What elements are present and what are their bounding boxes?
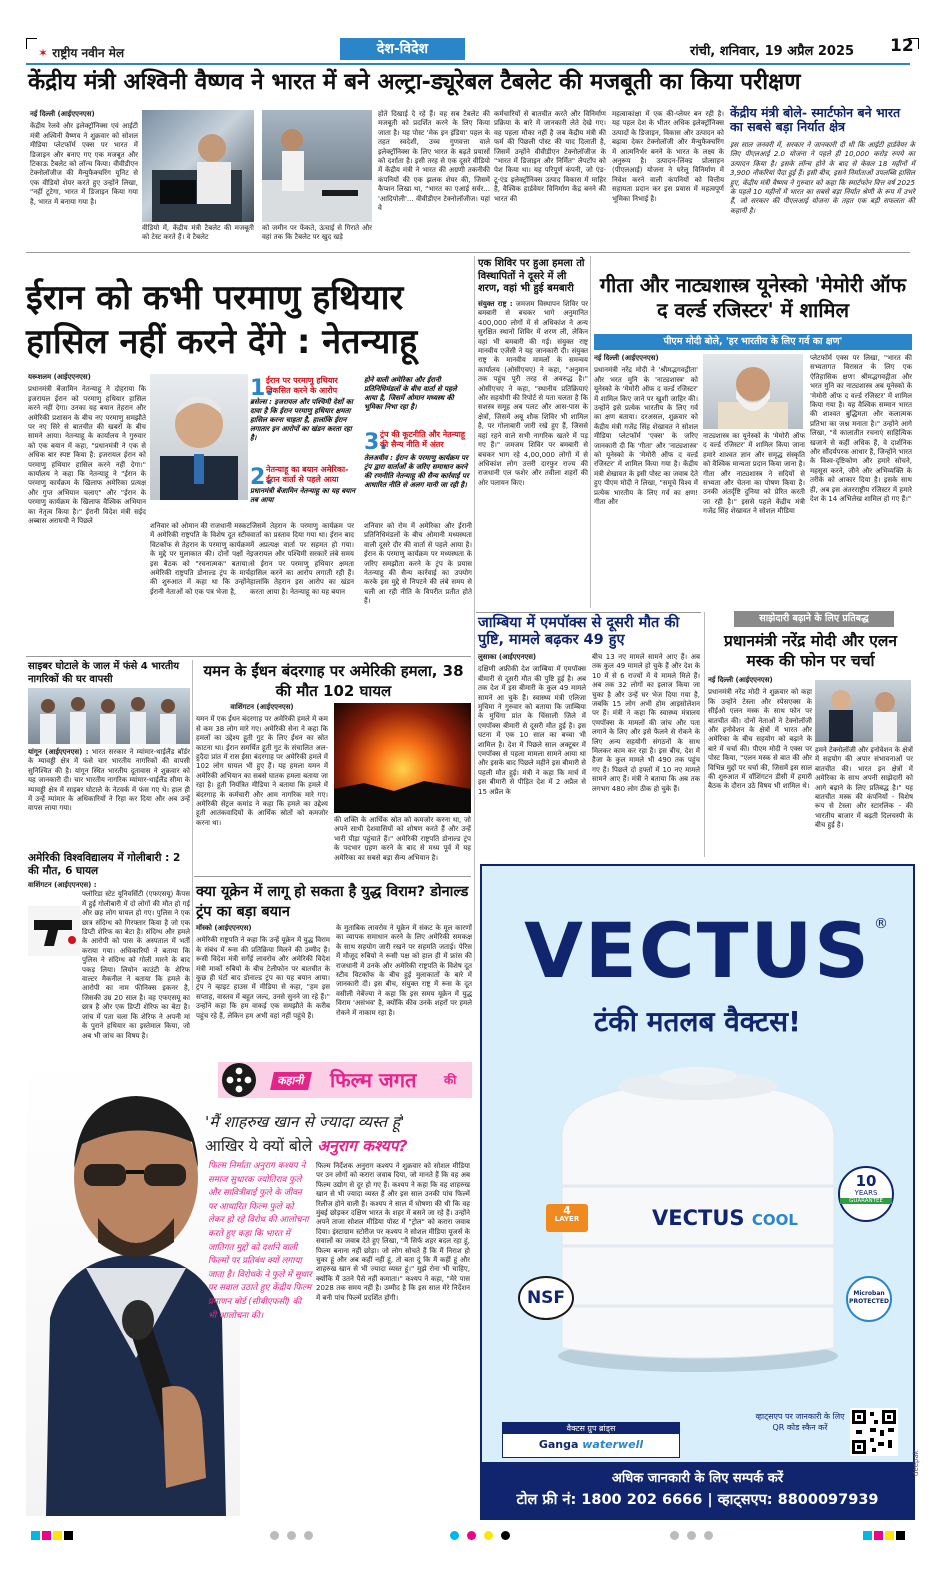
vaishnaw-photo-2 bbox=[262, 110, 372, 222]
cyber-headline: साइबर घोटाले के जाल में फंसे 4 भारतीय नागरिकों की घर वापसी bbox=[28, 661, 180, 685]
dateline: वाशिंगटन (आईएएनएस) : bbox=[28, 881, 97, 889]
yemen-fire-photo bbox=[334, 703, 471, 813]
yemen-headline: यमन के ईंधन बंदरगाह पर अमेरिकी हमला, 38 की मौत 102 घायल bbox=[203, 662, 464, 700]
musk-kicker: साझेदारी बढ़ाने के लिए प्रतिबद्ध bbox=[734, 611, 894, 627]
waterwell-logo: waterwell bbox=[582, 1438, 644, 1451]
sudan-text bbox=[478, 300, 588, 612]
netanyahu-photo bbox=[150, 374, 248, 500]
dateline: नई दिल्ली (आईएएनएस) bbox=[708, 676, 773, 684]
body-text: बीच 13 नए मामले सामने आए हैं। अब तक कुल 49 मामले हो चुके हैं और देश के 10 में से 6 राज्यों में ये मामले मिले हैं। अब तक 32 लोगों का इलाज किया जा चुका है और उन्हें घर भेज दिया गया है, जबकि 15 लोग अभी होम आइसोलेशन पर हैं। मंत्री ने कहा कि स्वास्थ्य मंत्रालय एमपॉक्स के मामलों की जांच और पता लगाने के लिए और इसे फैलने से रोकने के लिए अन्य सहयोगी संगठनों के साथ मिलकर काम कर रहा है। इस बीच, देश में हैजा के कुल मामले भी 490 तक पहुंच गए हैं। पिछले दो हफ्तों में 10 नए मामले सामने आए हैं। मंत्री ने बताया कि अब तक लगभग 480 लोग ठीक हो चुके हैं। bbox=[592, 653, 700, 793]
iran-col3 bbox=[250, 522, 354, 654]
film-quote-line1: 'मैं शाहरुख खान से ज्यादा व्यस्त हूं' bbox=[205, 1113, 405, 1131]
yemen-col2 bbox=[334, 816, 471, 872]
box-number: 1. bbox=[250, 376, 274, 401]
badge-number: 4 bbox=[563, 1204, 571, 1217]
iran-box-top: होने वाली अमेरिका और ईरानी प्रतिनिधिमंडलों के बीच वार्ता से पहले आया है, जिसमें ओमान मध्यस्थ की भूमिका निभा रहा है। bbox=[364, 376, 457, 411]
story-divider bbox=[194, 876, 471, 877]
body-text: प्लेटफॉर्म एक्स पर लिखा, "भारत की सभ्यतागत विरासत के लिए एक ऐतिहासिक क्षण! श्रीमद्भगवद्गीता और भरत मुनि का नाट्यशास्त्र अब यूनेस्को के 'मेमोरी ऑफ द वर्ल्ड रजिस्टर' में शामिल किया गया है। यह वैश्विक सम्मान भारत की शाश्वत बुद्धिमता और कलात्मक प्रतिभा का जश्न मनाता है।" उन्होंने आगे लिखा, "ये कालातीत रचनाएं साहित्यिक खजाने से कहीं अधिक हैं, वे दार्शनिक और सौंदर्यपरक आधार हैं, जिन्होंने भारत के विश्व-दृष्टिकोण और हमारे सोचने, महसूस करने, जीने और अभिव्यक्ति के तरीके को आकार दिया है। इसके साथ ही, अब इस अंतरराष्ट्रीय रजिस्टर में हमारे देश के 14 अभिलेख शामिल हो गए हैं।" bbox=[810, 354, 912, 504]
box-title: ट्रंप की कूटनीति और नेतन्याहू की सैन्य नीति में अंतर bbox=[380, 430, 466, 449]
musk-photo bbox=[815, 680, 911, 742]
musk-headline: प्रधानमंत्री नरेंद्र मोदी और एलन मस्क की फोन पर चर्चा bbox=[724, 632, 897, 670]
box-text: तेलअवीव : ईरान के परमाणु कार्यक्रम पर ट्रंप द्वारा वार्ताओं के जरिए समाधान करने की रणनीति नेतन्याहू की सैन्य कार्रवाई पर आधारित नीति से अलग मानी जा रही है। bbox=[364, 454, 469, 489]
vaishnaw-col5 bbox=[612, 110, 724, 246]
body-text: प्रधानमंत्री बेंजामिन नेतन्याहू ने दोहराया कि इजरायल ईरान को परमाणु हथियार हासिल करने नहीं देगा। उनका यह बयान तेहरान और अमेरिकी प्रशासन के बीच नए परमाणु समझौते पर नए सिरे से बातचीत की खबरों के बीच सामने आया। नेतन्याहू के कार्यालय ने गुरुवार को एक बयान में कहा, "प्रधानमंत्री ने एक से अधिक बार स्पष्ट किया है: इजरायल ईरान को परमाणु हथियार हासिल करने नहीं देगा।" कार्यालय ने कहा कि नेतन्याहू ने "ईरान के परमाणु कार्यक्रम के खिलाफ अमेरिका प्रत्यक्ष और गुप्त अभियान चलाए" और "ईरान के परमाणु कार्यक्रम के खिलाफ वैश्विक अभियान का नेतृत्व किया है।" ईरानी विदेश मंत्री सईद अब्बास अराघची ने पिछले bbox=[28, 385, 146, 526]
film-quote-line2 bbox=[205, 1134, 473, 1156]
fsu-text bbox=[28, 881, 190, 1040]
guarantee-badge bbox=[838, 1166, 894, 1222]
vaishnaw-caption-2 bbox=[262, 224, 372, 246]
crop-mark bbox=[26, 38, 37, 49]
ad-brand: VECTUS bbox=[524, 906, 871, 995]
ad-credit: deepak bbox=[912, 1450, 920, 1476]
modi-photo bbox=[703, 354, 803, 429]
mpox-col1 bbox=[478, 653, 586, 849]
badge-text: LAYER bbox=[554, 1215, 580, 1223]
ad-tagline: टंकी मतलब वैक्टस! bbox=[594, 1005, 801, 1038]
nsf-badge: NSF bbox=[518, 1276, 574, 1320]
cyber-photo bbox=[28, 688, 190, 744]
iran-col2 bbox=[150, 522, 250, 654]
film-banner-prefix: कहानी bbox=[270, 1072, 312, 1090]
box-title: ईरान पर परमाणु हथियार विकसित करने के आरोप bbox=[266, 376, 338, 395]
caption: को जमीन पर फेंकते, ऊंचाई से गिराते और वहां तक कि टैबलेट पर खुद खड़े bbox=[262, 224, 372, 242]
qr-code bbox=[850, 1408, 898, 1456]
qr-code-icon bbox=[852, 1410, 896, 1454]
vaishnaw-col4 bbox=[494, 110, 606, 246]
box-number: 3. bbox=[364, 430, 388, 455]
handshake-photo-icon bbox=[815, 680, 911, 742]
contact-bar bbox=[482, 1462, 913, 1518]
body-text: हमने टेक्नोलॉजी और इनोवेशन के क्षेत्रों में सहयोग की अपार संभावनाओं पर बातचीत की। भारत इन क्षेत्रों में अमेरिका के साथ अपनी साझेदारी को आगे बढ़ाने के लिए प्रतिबद्ध है।" यह बातचीत मस्क की कंपनियों - विशेष रूप से टेस्ला और स्टारलिंक - की भारतीय बाजार में बढ़ती दिलचस्पी के बीच हुई है। bbox=[815, 746, 913, 830]
musk-col1 bbox=[708, 676, 812, 851]
tank-brand bbox=[652, 1206, 798, 1230]
fsu-headline: अमेरिकी विश्वविद्यालय में गोलीबारी : 2 की मौत, 6 घायल bbox=[28, 852, 181, 877]
iran-headline: ईरान को कभी परमाणु हथियार हासिल नहीं करने देंगे : नेतन्याहू bbox=[26, 278, 418, 362]
column-rule bbox=[474, 256, 475, 961]
musk-col2 bbox=[815, 746, 913, 852]
guarantee-text: GUARANTEE bbox=[840, 1198, 892, 1204]
netanyahu-portrait-icon bbox=[150, 374, 248, 500]
iran-col4 bbox=[364, 522, 472, 654]
issue-date: रांची, शनिवार, 19 अप्रैल 2025 bbox=[690, 44, 855, 59]
contact-line-2: टोल फ्री नं: 1800 202 6666 | व्हाट्सएप: 8800097939 bbox=[516, 1492, 879, 1508]
years-number: 10 bbox=[855, 1172, 877, 1190]
vectus-ad bbox=[480, 864, 915, 1520]
yellow-swatch bbox=[53, 1531, 62, 1540]
ukraine-headline: क्या यूक्रेन में लागू हो सकता है युद्ध विराम? डोनाल्ड ट्रंप का बड़ा बयान bbox=[196, 884, 469, 920]
sudan-headline: एक शिविर पर हुआ हमला तो विस्थापितों ने दूसरे में ली शरण, वहां भी हुई बमबारी bbox=[478, 258, 585, 294]
tablet-drop-photo-icon bbox=[262, 110, 372, 222]
dateline: नई दिल्ली (आईएएनएस) bbox=[30, 110, 95, 118]
body-text: प्रधानमंत्री नरेंद्र मोदी ने शुक्रवार को कहा कि उन्होंने टेस्ला और स्पेसएक्स के सीईओ एलन मस्क के साथ फोन पर बातचीत की। दोनों नेताओं ने टेक्नोलॉजी और इनोवेशन के क्षेत्रों में भारत और अमेरिका के बीच सहयोग को बढ़ाने के बारे में चर्चा की। पीएम मोदी ने एक्स पर पोस्ट किया, "एलन मस्क से बात की और विभिन्न मुद्दों पर चर्चा की, जिसमें इस साल की शुरुआत में वॉशिंगटन डीसी में हमारी बैठक के दौरान उठे विषय भी शामिल थे। bbox=[708, 688, 812, 791]
dateline: लुसाका (आईएएनएस) bbox=[478, 653, 537, 661]
vaishnaw-photo-1 bbox=[142, 110, 254, 222]
dateline: यरूशलम (आईएएनएस) bbox=[28, 373, 91, 381]
body-text: शनिवार को रोम में अमेरिका और ईरानी प्रतिनिधिमंडलों के बीच ओमानी मध्यस्थता वाली दूसरे दौर की वार्ता से पहले आया है। ईरान के परमाणु कार्यक्रम पर मध्यस्थता के जरिए समझौता करने के ट्रंप के प्रयास नेतन्याहू की सैन्य कार्रवाई का उपयोग करके इस मुद्दे से निपटने की लंबे समय से चली आ रही नीति के विपरीत प्रतीत होते हैं। bbox=[364, 522, 472, 606]
body-text: कर्मचारियों से बातचीत करते और विनिर्माण प्रक्रिया के बारे में जानकारी लेते देखे गए। वह पहला मौका नहीं है जब केंद्रीय मंत्री की फर्म की पिछली पोस्ट की याद दिलाती है, जिसमें उन्होंने वीवीडीएन टेक्नोलॉजीज के "भारत में डिजाइन और निर्मित" लैपटॉप को पेश किया था। यह परिपूर्ण कंपनी, जो एंड-टू-एंड इलेक्ट्रॉनिक्स उत्पाद विकास में माहिर है, वैश्विक हार्डवेयर विनिर्माण केंद्र बनने की भारत की bbox=[494, 110, 606, 203]
mpox-headline: जाम्बिया में एमपॉक्स से दूसरी मौत की पुष्टि, मामले बढ़कर 49 हुए bbox=[478, 615, 680, 648]
body-text: भारत सरकार ने म्यांमार-थाईलैंड बॉर्डर के म्यावड्डी क्षेत्र में फंसे चार भारतीय नागरिकों की वापसी सुनिश्चित की है। यांगून स्थित भारतीय दूतावास ने शुक्रवार को यह जानकारी दी। चार भारतीय नागरिक म्यांमार-थाईलैंड सीमा के म्यावड्डी क्षेत्र में साइबर घोटाले के नेटवर्क में फंस गए थे। हाल ही में उन्हें म्यांमार के अधिकारियों ने रिहा कर दिया और अब उन्हें वापस लाया गया। bbox=[28, 748, 191, 813]
gita-col1 bbox=[594, 354, 698, 610]
four-layer-badge bbox=[546, 1204, 588, 1232]
iran-col1 bbox=[28, 373, 146, 653]
cmyk-dots bbox=[446, 1525, 514, 1544]
caption: वीडियो में, केंद्रीय मंत्री टैबलेट की मजबूती को टेस्ट करते हैं। वे टैबलेट bbox=[142, 224, 254, 242]
body-text: दक्षिणी अफ्रीकी देश जाम्बिया में एमपॉक्स बीमारी से दूसरी मौत की पुष्टि हुई है। अब तक देश में इस बीमारी के कुल 49 मामले सामने आ चुके हैं। स्वास्थ्य मंत्री एलिजा मुचिमा ने गुरुवार को बताया कि जाम्बिया के मुचिंगा प्रांत के चिंसाली जिले में एमपॉक्स बीमारी से दूसरी मौत हुई है। इस घटना में एक 10 साल का बच्चा भी शामिल है। देश में पिछले साल अक्टूबर में एमपॉक्स से पहला मामला सामने आया था और इसके बाद पिछले महीने इस बीमारी से पहली मौत हुई। मंत्री ने कहा कि मार्च में इस बीमारी से पीड़ित देश में 2 अप्रैल से 15 अप्रैल के bbox=[478, 665, 586, 796]
grey-dots-right bbox=[666, 1525, 717, 1544]
modi-portrait-icon bbox=[703, 354, 803, 429]
body-text: होते दिखाई दे रहे हैं। वह सब टैबलेट की मजबूती को प्रदर्शित करने के लिए किया जाता है। यह पोस्ट 'मेक इन इंडिया' पहल के तहत स्वदेशी, उच्च गुणवत्ता वाले इलेक्ट्रॉनिक्स के लिए भारत के बढ़ते प्रयासों को दर्शाता है। इसी तरह से एक दूसरे वीडियो में केंद्रीय मंत्री ने भारत की अग्रणी तकनीकी कंपनियों की एक झलक शेयर की, जिसमें कैप्शन लिखा था, "भारत का एआई सर्वर... 'आदिपोली'... वीवीडीएन टेक्नोलॉजीज। यहां वे bbox=[378, 110, 490, 213]
body-text: जमजम विस्थापन शिविर पर बमबारी से बचकर भागे अनुमानित 400,000 लोगों में से अधिकांश ने अन्य सुरक्षित स्थानों शिविर में शरण ली, लेकिन वहां भी बमबारी की गई। संयुक्त राष्ट्र मानवीय एजेंसी ने यह जानकारी दी। संयुक्त राष्ट्र के मानवीय मामलों के समन्वय कार्यालय (ओसीएचए) ने कहा, "अनुमान तक पहुंच पूरी तरह से अवरुद्ध है।" ओसीएचए ने कहा, "स्थानीय प्रतिक्रियाएं और सहयोगी की रिपोर्ट से पता चलता है कि सशस्त्र समूह अब पलट और आस-पास के क्षेत्रों, जिसमें अबू शौक शिविर भी शामिल है, पर गोलाबारी जारी रखे हुए हैं, जिससे वहां रहने वाले सभी नागरिक खतरे में पड़ गए हैं।" जमजम शिविर पर बमबारी से बचकर भाग रहे 4,00,000 लोगों में से अधिकांश लोग उत्तरी दारफुर राज्य की राजधानी एल फशेर और तवीला शहरों की ओर पलायन किए। bbox=[478, 300, 588, 487]
quote-text: आखिर ये क्यों बोले bbox=[205, 1137, 313, 1155]
dateline: मॉस्को (आईएएनएस) bbox=[196, 924, 252, 932]
grey-dots-left bbox=[266, 1525, 317, 1544]
body-text: केंद्रीय रेलवे और इलेक्ट्रॉनिक्स एवं आईटी मंत्री अश्विनी वैष्णव ने शुक्रवार को सोशल मीडिया प्लेटफॉर्म एक्स पर भारत में डिजाइन और बनाए गए एक मजबूत और टिकाऊ टैबलेट को लॉन्च किया। वीवीडीएन टेक्नोलॉजीज की मैन्युफैक्चरिंग यूनिट से एक वीडियो शेयर करते हुए उन्होंने लिखा, "नहीं टूटेगा, भारत में डिजाइन किया गया है, भारत में बनाया गया है। bbox=[30, 122, 138, 206]
tank-brand-name: VECTUS bbox=[652, 1206, 745, 1230]
cyan-swatch bbox=[31, 1531, 40, 1540]
ukraine-col2 bbox=[336, 924, 472, 1050]
iran-box-2 bbox=[250, 465, 360, 515]
story-divider bbox=[26, 656, 471, 657]
color-swatches-left bbox=[30, 1525, 74, 1544]
fire-explosion-icon bbox=[334, 703, 471, 813]
body-text: अमेरिकी राष्ट्रपति ने कहा कि उन्हें यूक्रेन में युद्ध विराम के संबंध में रूस की प्रतिक्रिया मिलने की उम्मीद है। रूसी विदेश मंत्री सर्गेई लावरोव और अमेरिकी विदेश मंत्री मार्को रुबियो के बीच टेलीफोन पर बातचीत के कुछ ही घंटों बाद डोनाल्ड ट्रंप का यह बयान आया। ट्रंप ने व्हाइट हाउस में मीडिया से कहा, "हम इस सप्ताह, वास्तव में बहुत जल्द, उनसे सुनने जा रहे हैं।" उन्होंने कहा कि हम वाकई एक समझौते के करीब पहुंच रहे हैं, लेकिन हम अभी वहां नहीं पहुंचे हैं। bbox=[196, 936, 330, 1020]
dateline: वाशिंगटन (आईएएनएस) bbox=[230, 703, 294, 711]
box-number: 2. bbox=[250, 465, 274, 490]
film-banner-main: फिल्म जगत bbox=[330, 1068, 417, 1092]
body-text: शनिवार को ओमान की राजधानी मस्कट में अमेरिकी राष्ट्रपति के विशेष दूत स्टीव विटकॉफ से तेहरान के परमाणु कार्यक्रम के मुद्दे पर मुलाकात की। दोनों पक्षों ने इस बैठक को "रचनात्मक" बताया। अमेरिकी राष्ट्रपति डोनाल्ड ट्रंप के मार्च की शुरुआत में कहा था कि उन्होंने ईरानी नेताओं को एक पत्र भेजा है, bbox=[150, 522, 250, 596]
yemen-col1 bbox=[196, 703, 328, 871]
body-text: प्रधानमंत्री नरेंद्र मोदी ने 'श्रीमद्भगवद्गीता' और भरत मुनि के 'नाट्यशास्त्र' को यूनेस्को के 'मेमोरी ऑफ द वर्ल्ड रजिस्टर' में शामिल किए जाने पर खुशी जाहिर की। उन्होंने इसे प्रत्येक भारतीय के लिए गर्व का क्षण बताया। दरअसल, शुक्रवार को केंद्रीय मंत्री गजेंद्र सिंह शेखावत ने सोशल मीडिया प्लेटफॉर्म 'एक्स' के जरिए जानकारी दी कि 'गीता' और 'नाट्यशास्त्र' को यूनेस्को के 'मेमोरी ऑफ द वर्ल्ड रजिस्टर' में शामिल किया गया है। केंद्रीय मंत्री शेखावत के इसी पोस्ट का जवाब देते हुए पीएम मोदी ने लिखा, "समूचे विश्व में प्रत्येक भारतीय के लिए गर्व का क्षण! गीता और bbox=[594, 366, 698, 507]
ukraine-col1 bbox=[196, 924, 330, 1050]
column-rule bbox=[192, 660, 193, 990]
minister-photo-icon bbox=[142, 110, 254, 222]
group-brands bbox=[502, 1422, 680, 1458]
story-divider bbox=[476, 612, 701, 613]
quote-name: अनुराग कश्यप? bbox=[317, 1137, 408, 1155]
column-rule bbox=[704, 612, 705, 857]
story-divider bbox=[26, 252, 910, 253]
microban-badge: Microban PROTECTED bbox=[846, 1276, 892, 1322]
body-text: यमन में एक ईंधन बंदरगाह पर अमेरिकी हमले में कम से कम 38 लोग मारे गए। अमेरिकी सेना ने कहा कि हमलों का उद्देश्य हूती गुट के लिए ईंधन का स्रोत काटना था। ईरान समर्थित हूती गुट के संचालित अल-हुदैदा प्रांत में रास ईसा बंदरगाह पर अमेरिकी हमले में 102 लोग घायल भी हुए हैं। यह हमला यमन में अमेरिकी अभियान का सबसे घातक हमला बताया जा रहा है। हूती नियंत्रित मीडिया ने बताया कि हमले में बंदरगाह के कर्मचारी और आम नागरिक मारे गए। अमेरिकी सेंट्रल कमांड ने कहा कि हमले का उद्देश्य हूती आतंकवादियों के आर्थिक स्रोतों को कमजोर करना था। bbox=[196, 715, 328, 827]
gita-headline: गीता और नाट्यशास्त्र यूनेस्को 'मेमोरी ऑफ द वर्ल्ड रजिस्टर' में शामिल bbox=[599, 273, 907, 322]
vaishnaw-headline: केंद्रीय मंत्री अश्विनी वैष्णव ने भारत में बने अल्ट्रा-ड्यूरेबल टैबलेट की मजबूती का किया परीक्षण bbox=[28, 69, 801, 95]
color-calibration-bar bbox=[26, 1523, 910, 1537]
masthead-logo bbox=[38, 44, 124, 61]
column-rule bbox=[590, 256, 591, 608]
body-text: जिसमें तेहरान के परमाणु कार्यक्रम पर वार्ता का प्रस्ताव दिया गया था। ईरान बाद में अप्रत्यक्ष वार्ता पर सहमत हो गया। इजरायल और पश्चिमी सरकारें लंबे समय से ईरान पर परमाणु हथियार क्षमता हासिल करने का आरोप लगाती रही हैं। हालांकि तेहरान इस आरोप का खंडन करता आया है। नेतन्याहू का यह बयान bbox=[250, 522, 354, 596]
vaishnaw-caption-1 bbox=[142, 224, 254, 246]
gita-col2 bbox=[703, 432, 805, 610]
tank-brand-suffix: COOL bbox=[751, 1211, 798, 1229]
dateline: यांगून (आईएएनएस) : bbox=[28, 748, 89, 756]
group-label: वैक्टस ग्रुप ब्रांड्स bbox=[503, 1423, 679, 1434]
body-text: फिल्म निर्देशक अनुराग कश्यप ने शुक्रवार को सोशल मीडिया पर उन लोगों को करारा जवाब दिया, जो मानते हैं कि वह अब फिल्म उद्योग से दूर हो गए हैं। कश्यप ने कहा कि वह शाहरुख खान से भी ज्यादा व्यस्त हैं और इस साल उनकी पांच फिल्में रिलीज होने वाली हैं। कश्यप ने साल में घोषणा की थी कि वह मुंबई छोड़कर दक्षिण भारत के शहर में बसने जा रहे हैं। उन्होंने अपने ताजा सोशल मीडिया पोस्ट में "ट्रोल" को करारा जवाब दिया। इंस्टाग्राम स्टोरीज पर कश्यप ने सोशल मीडिया यूजर्स के सवालों का जवाब देते हुए लिखा, "मैं सिर्फ शहर बदल रहा हूं, फिल्म बनाना नहीं छोड़ा। जो लोग सोचते हैं कि मैं निराश हो चुका हूं और अब कहीं नहीं हूं, तो बता दूं कि मैं कहीं हूं और शाहरुख खान से भी ज्यादा व्यस्त हूं।" मुझे रोना भी चाहिए, क्योंकि मैं उतने पैसे नहीं कमाता।" कश्यप ने कहा, "मेरे पास 2028 तक समय नहीं है। उम्मीद है कि इस साल मेरे निर्देशन में बनी पांच फिल्में प्रदर्शित होंगी। bbox=[316, 1162, 470, 1302]
group-photo-icon bbox=[28, 688, 190, 744]
box-text: प्रधानमंत्री बेंजामिन नेतन्याहू का यह बयान तब आया bbox=[250, 487, 356, 504]
body-text: इस साल जनवरी में, सरकार ने जानकारी दी थी कि आईटी हार्डवेयर के लिए पीएलआई 2.0 योजना ने पहले ही 10,000 करोड़ रुपये का उत्पादन किया है। इसके लॉन्च होने के बाद से केवल 18 महीनों में 3,900 नौकरियां पैदा हुई हैं। इसी बीच, इसने निर्माताओं उपलब्धि हासिल हुए, केंद्रीय मंत्री वैष्णव ने गुरुवार को कहा कि स्मार्टफोन वित्त वर्ष 2025 के पहले 10 महीनों में भारत का सबसे बड़ा निर्यात श्रेणी के रूप में उभरे हैं, जो सरकार की पीएलआई योजना के तहत एक बड़ी सफलता की कहानी है। bbox=[730, 141, 915, 215]
color-swatches-right bbox=[862, 1525, 906, 1544]
box-text: ब्रसेल्स : इजरायल और पश्चिमी देशों का दावा है कि ईरान परमाणु हथियार क्षमता हासिल करना चाहता है, हालांकि ईरान लगातार इन आरोपों का खंडन करता रहा है। bbox=[250, 398, 353, 442]
smartphone-subheadline: केंद्रीय मंत्री बोले- स्मार्टफोन बने भारत का सबसे बड़ा निर्यात क्षेत्र bbox=[730, 105, 901, 134]
body-text: के मुताबिक लावरोव ने यूक्रेन में संकट के मूल कारणों का व्यापक समाधान करने के लिए अमेरिकी समकक्ष के साथ सहयोग जारी रखने पर सहमति जताई। पेरिस में मौजूद रुबियो ने रूसी पक्ष को हाल ही में फ्रांस की राजधानी में उनके और अमेरिकी राष्ट्रपति के विशेष दूत स्टीव विटकॉफ के बीच हुई मुलाकातों के बारे में जानकारी दी। इस बीच, संयुक्त राष्ट्र में रूस के दूत वसीली नेबेंज्या ने कहा कि इस समय यूक्रेन में युद्ध विराम 'असंभव' है, क्योंकि कीव उनके शहरों पर हमले रोकने में नाकाम रहा है। bbox=[336, 924, 472, 1017]
film-banner bbox=[218, 1062, 472, 1098]
magenta-swatch bbox=[42, 1531, 51, 1540]
iran-box-3 bbox=[364, 430, 472, 510]
film-reel-icon bbox=[222, 1063, 256, 1097]
logo-text: राष्ट्रीय नवीन मेल bbox=[52, 46, 125, 60]
body-text: महत्वाकांक्षा में एक की-प्लेयर बन रही है। यह पहल देश के भीतर अधिक इलेक्ट्रॉनिक्स उत्पादों के डिजाइन, विकास और उत्पादन को बढ़ावा देकर टेक्नोलॉजी और मैन्युफैक्चरिंग में आत्मनिर्भर बनने के भारत के लक्ष्य के अनुरूप है। उत्पादन-लिंक्ड प्रोत्साहन (पीएलआई) योजना ने घरेलू विनिर्माण में निवेश करने वाली कंपनियों को वित्तीय सहायता प्रदान कर इस प्रयास में महत्वपूर्ण भूमिका निभाई है। bbox=[612, 110, 724, 203]
film-intro: फिल्म निर्माता अनुराग कश्यप ने समाज सुधारक ज्योतिराव फुले और सावित्रीबाई फुले के जीवन पर आधारित फिल्म फुले को लेकर हो रहे विरोध की आलोचना करते हुए कहा कि भारत में जातिगत मुद्दों को दर्शाने वाली फिल्मों पर प्रतिबंध क्यों लगाया जाता है। विरोधके ने फुले में सुधार पर सवाल उठाते हुए केंद्रीय फिल्म प्रमाणन बोर्ड (सीबीएफसी) की भी आलोचना की। bbox=[208, 1161, 312, 1321]
logo-flame-icon: ✶ bbox=[38, 46, 49, 60]
body-text: की शक्ति के आर्थिक स्रोत को कमजोर करना था, जो अपने साथी देशवासियों को शोषण करते हैं और उन्हें भारी पीड़ा पहुंचाते हैं।" अमेरिकी राष्ट्रपति डोनाल्ड ट्रंप के पदभार ग्रहण करने के बाद से मध्य पूर्व में यह अमेरिका का सबसे बड़ा सैन्य अभियान है। bbox=[334, 816, 471, 862]
cyber-text bbox=[28, 748, 190, 848]
group-brand-logos bbox=[503, 1434, 679, 1456]
vaishnaw-col1 bbox=[30, 110, 138, 240]
ad-registered-mark: ® bbox=[874, 916, 888, 932]
film-banner-suffix: की bbox=[444, 1073, 457, 1087]
gita-subhead: पीएम मोदी बोले, 'हर भारतीय के लिए गर्व का क्षण' bbox=[594, 334, 912, 350]
iran-box-1 bbox=[250, 376, 360, 456]
contact-line-1: अधिक जानकारी के लिए सम्पर्क करें bbox=[611, 1471, 784, 1486]
dateline: नई दिल्ली (आईएएनएस) bbox=[594, 354, 659, 362]
reel-holes-icon bbox=[222, 1063, 256, 1097]
mpox-col2 bbox=[592, 653, 700, 849]
dateline: संयुक्त राष्ट्र : bbox=[478, 300, 513, 308]
box-title: नेतन्याहू का बयान अमेरिका-ईरान वार्ता से पहले आया bbox=[266, 465, 349, 484]
black-swatch bbox=[64, 1531, 73, 1540]
years-text: YEARS bbox=[854, 1189, 878, 1197]
section-banner: देश-विदेश bbox=[340, 38, 465, 60]
vaishnaw-col3 bbox=[378, 110, 490, 246]
ganga-logo: Ganga bbox=[538, 1438, 579, 1451]
smartphone-text bbox=[730, 141, 915, 247]
masthead-rule bbox=[26, 63, 910, 65]
body-text: नाट्यशास्त्र का यूनेस्को के 'मेमोरी ऑफ द वर्ल्ड रजिस्टर' में शामिल किया जाना हमारे शाश्वत ज्ञान और समृद्ध संस्कृति को वैश्विक मान्यता प्रदान किया जाना है। गीता और नाट्यशास्त्र ने सदियों से सभ्यता और चेतना का पोषण किया है। उनकी अंतर्दृष्टि दुनिया को प्रेरित करती जा रही है।" इससे पहले केंद्रीय मंत्री गजेंद्र सिंह शेखावत ने सोशल मीडिया bbox=[703, 432, 805, 516]
gita-col3 bbox=[810, 354, 912, 610]
page-number: 12 bbox=[890, 36, 914, 56]
body-text: फ्लोरिडा स्टेट यूनिवर्सिटी (एफएसयू) कैंपस में हुई गोलीबारी में दो लोगों की मौत हो गई और छह लोग घायल हो गए। पुलिस ने एक छात्र संदिग्ध को गिरफ्तार किया है जो एक डिप्टी शेरिफ का बेटा है। संदिग्ध और हमले के आरोपी को पास के अस्पताल में भर्ती कराया गया। अधिकारियों ने बताया कि पुलिस ने संदिग्ध को गोली मारने के बाद पकड़ लिया। लियोन काउंटी के शेरिफ वाल्टर मैकनील ने बताया कि हमले के आरोपी का नाम फीनिक्स इकनर है, जिसकी उम्र 20 साल है। वह एफएसयू का छात्र है और एक डिप्टी शेरिफ का बेटा है। जांच में पता चला कि शेरिफ ने अपनी मां के पुराने हथियार का इस्तेमाल किया, जो अब भी जांच का विषय है। bbox=[82, 890, 190, 1040]
film-body bbox=[316, 1162, 470, 1514]
whatsapp-label: व्हाट्सएप पर जानकारी के लिए QR कोड स्कैन करें bbox=[755, 1412, 845, 1432]
